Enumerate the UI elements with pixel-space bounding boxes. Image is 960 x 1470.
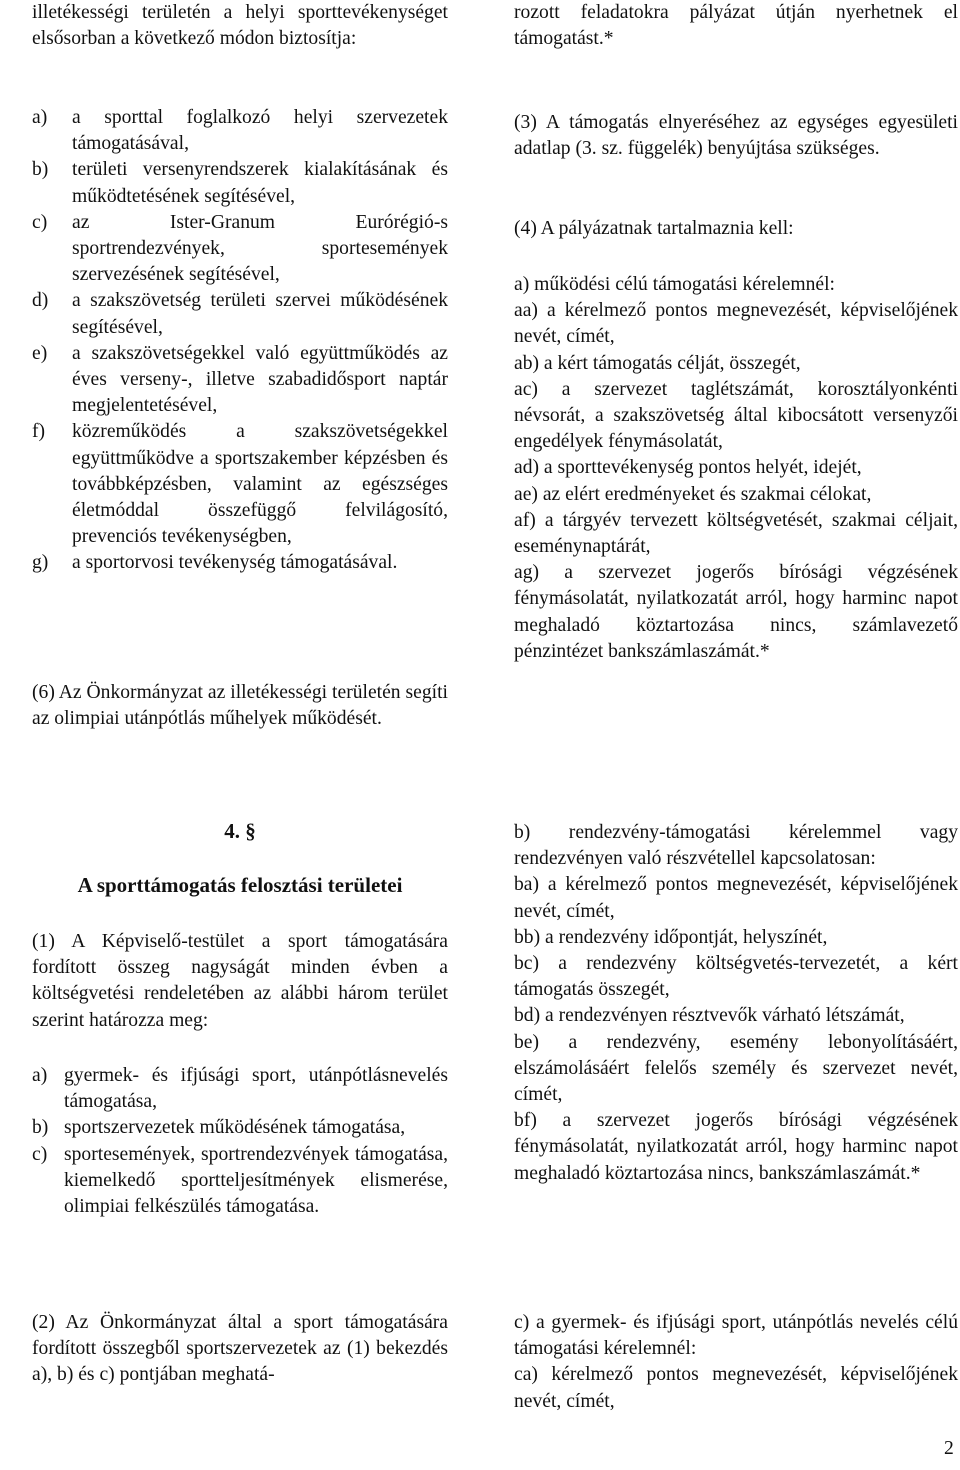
paragraph-4: (4) A pályázatnak tartalmaznia kell:: [514, 218, 794, 239]
list-item: ca) kérelmező pontos megnevezését, képviselőjének nevét, címét,: [514, 1364, 958, 1412]
event-grant-requirements: [514, 820, 958, 1187]
list-item: bb) a rendezvény időpontját, helyszínét,: [514, 926, 828, 948]
youth-grant-requirements: [514, 1310, 958, 1415]
list-item: a) működési célú támogatási kérelemnél:: [514, 274, 836, 295]
list-item: e) a szakszövetségekkel való együttműködés az éves verseny-, illetve szabadidősport naptár megjelentetésével,: [32, 342, 448, 417]
list-item: c) sportesemények, sportrendezvények támogatása, kiemelkedő sportteljesítmények elismerése, olimpiai felkészülés támogatása.: [32, 1143, 448, 1218]
list-item: af) a tárgyév tervezett költségvetését, szakmai céljait, eseménynaptárát,: [514, 509, 958, 558]
activity-list: [32, 105, 448, 577]
page-number: 2: [944, 1438, 954, 1459]
list-item: aa) a kérelmező pontos megnevezését, képviselőjének nevét, címét,: [514, 300, 958, 348]
list-item: c) a gyermek- és ifjúsági sport, utánpótlás nevelés célú támogatási kérelemnél:: [514, 1312, 958, 1360]
list-item: bd) a rendezvényen résztvevők várható létszámát,: [514, 1005, 905, 1027]
list-item: f) közreműködés a szakszövetségekkel együttműködve a sportszakember képzésben és továbbképzésben, valamint az egészséges életmóddal összefüggő felvilágosító, prevenciós tevékenységben,: [32, 421, 448, 548]
list-item: ag) a szervezet jogerős bírósági végzésének fénymásolatát, nyilatkozatát arról, hogy harminc napot meghaladó köztartozása nincs, számlavezető pénzintézet bankszámlaszámát.*: [514, 562, 958, 662]
list-item: ab) a kért támogatás célját, összegét,: [514, 352, 801, 374]
operating-grant-requirements: [514, 272, 958, 665]
list-item: g) a sportorvosi tevékenység támogatásával.: [32, 552, 398, 574]
list-item: ba) a kérelmező pontos megnevezését, képviselőjének nevét, címét,: [514, 874, 958, 922]
list-item: c) az Ister-Granum Eurórégió-s sportrendezvények, sportesemények szervezésének segítésével,: [32, 211, 448, 286]
paragraph-2: (2) Az Önkormányzat által a sport támogatására fordított összegből sportszervezetek az (1) bekezdés a), b) és c) pontjában meghatá-: [32, 1312, 448, 1386]
section-number: 4. §: [224, 819, 256, 843]
list-item: ae) az elért eredményeket és szakmai célokat,: [514, 483, 872, 505]
list-item: ad) a sporttevékenység pontos helyét, idejét,: [514, 457, 862, 479]
list-item: d) a szakszövetség területi szervei működésének segítésével,: [32, 290, 448, 338]
paragraph-3: (3) A támogatás elnyeréséhez az egységes egyesületi adatlap (3. sz. függelék) benyújtása szükséges.: [514, 112, 958, 160]
paragraph-1: (1) A Képviselő-testület a sport támogatására fordított összeg nagyságát minden évben a költségvetési rendeletében az alábbi három terület szerint határozza meg:: [32, 931, 448, 1031]
paragraph-6: (6) Az Önkormányzat az illetékességi területén segíti az olimpiai utánpótlás műhelyek működését.: [32, 682, 448, 730]
intro-paragraph: illetékességi területén a helyi sporttevékenységet elsősorban a következő módon biztosítja:: [32, 2, 448, 50]
list-item: a) a sporttal foglalkozó helyi szervezetek támogatásával,: [32, 107, 448, 155]
list-item: b) rendezvény-támogatási kérelemmel vagy rendezvényen való részvétellel kapcsolatosan:: [514, 822, 958, 870]
list-item: b) területi versenyrendszerek kialakításának és működtetésének segítésével,: [32, 159, 448, 207]
list-item: ac) a szervezet taglétszámát, korosztályonkénti névsorát, a szakszövetség által kibocsátott versenyzői engedélyek fénymásolatát,: [514, 378, 958, 453]
section-title: A sporttámogatás felosztási területei: [77, 873, 403, 897]
list-item: bc) a rendezvény költségvetés-tervezetét, a kért támogatás összegét,: [514, 953, 958, 1001]
list-item: bf) a szervezet jogerős bírósági végzésének fénymásolatát, nyilatkozatát arról, hogy harminc napot meghaladó köztartozása nincs, bankszámlaszámát.*: [514, 1110, 958, 1184]
support-areas-list: [32, 1063, 448, 1220]
list-item: be) a rendezvény, esemény lebonyolításáért, elszámolásáért felelős személy és szervezet nevét, címét,: [514, 1031, 958, 1106]
list-item: b) sportszervezetek működésének támogatása,: [32, 1117, 406, 1139]
continuation-text: rozott feladatokra pályázat útján nyerhetnek el támogatást.*: [514, 2, 958, 50]
list-item: a) gyermek- és ifjúsági sport, utánpótlásnevelés támogatása,: [32, 1065, 448, 1113]
